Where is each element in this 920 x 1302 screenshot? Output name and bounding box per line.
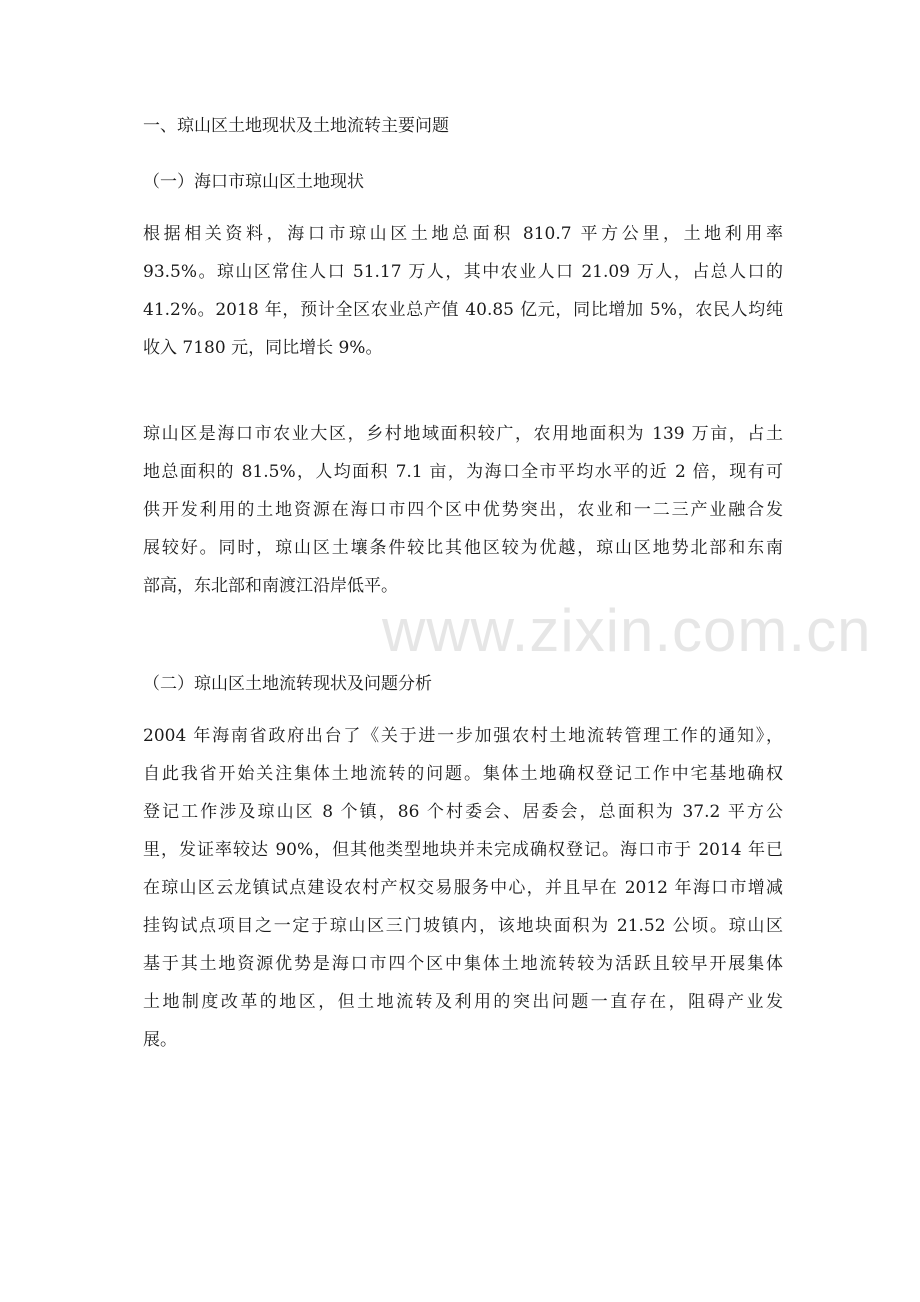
paragraph-line: 土地制度改革的地区，但土地流转及利用的突出问题一直存在，阻碍产业发 — [143, 992, 783, 1012]
subsection-heading-land-transfer: （二）琼山区土地流转现状及问题分析 — [143, 674, 432, 694]
paragraph-line: 在琼山区云龙镇试点建设农村产权交易服务中心，并且早在 2012 年海口市增减 — [143, 878, 783, 898]
paragraph-line: 2004 年海南省政府出台了《关于进一步加强农村土地流转管理工作的通知》， — [143, 726, 783, 746]
section-heading: 一、琼山区土地现状及土地流转主要问题 — [143, 116, 449, 136]
paragraph-line: 登记工作涉及琼山区 8 个镇，86 个村委会、居委会，总面积为 37.2 平方公 — [143, 802, 783, 822]
paragraph-line: 展。 — [143, 1030, 177, 1050]
paragraph-line: 供开发利用的土地资源在海口市四个区中优势突出，农业和一二三产业融合发 — [143, 500, 783, 520]
paragraph-line: 根据相关资料，海口市琼山区土地总面积 810.7 平方公里，土地利用率 — [143, 224, 783, 244]
paragraph-line: 琼山区是海口市农业大区，乡村地域面积较广，农用地面积为 139 万亩，占土 — [143, 424, 783, 444]
paragraph-line: 基于其土地资源优势是海口市四个区中集体土地流转较为活跃且较早开展集体 — [143, 954, 783, 974]
paragraph-line: 挂钩试点项目之一定于琼山区三门坡镇内，该地块面积为 21.52 公顷。琼山区 — [143, 916, 783, 936]
watermark: www.zixin.com.cn — [382, 597, 872, 664]
subsection-heading-land-status: （一）海口市琼山区土地现状 — [143, 172, 364, 192]
paragraph-line: 地总面积的 81.5%，人均面积 7.1 亩，为海口全市平均水平的近 2 倍，现有可 — [143, 462, 783, 482]
paragraph-line: 里，发证率较达 90%，但其他类型地块并未完成确权登记。海口市于 2014 年已 — [143, 840, 783, 860]
paragraph-line: 41.2%。2018 年，预计全区农业总产值 40.85 亿元，同比增加 5%，农民人均纯 — [143, 300, 783, 320]
paragraph-line: 93.5%。琼山区常住人口 51.17 万人，其中农业人口 21.09 万人，占总人口的 — [143, 262, 783, 282]
paragraph-agriculture-overview — [143, 415, 783, 605]
paragraph-line: 展较好。同时，琼山区土壤条件较比其他区较为优越，琼山区地势北部和东南 — [143, 538, 783, 558]
paragraph-line: 部高，东北部和南渡江沿岸低平。 — [143, 576, 398, 596]
paragraph-line: 自此我省开始关注集体土地流转的问题。集体土地确权登记工作中宅基地确权 — [143, 764, 783, 784]
paragraph-land-transfer-analysis — [143, 717, 783, 1059]
paragraph-land-statistics — [143, 215, 783, 367]
paragraph-line: 收入 7180 元，同比增长 9%。 — [143, 338, 383, 358]
